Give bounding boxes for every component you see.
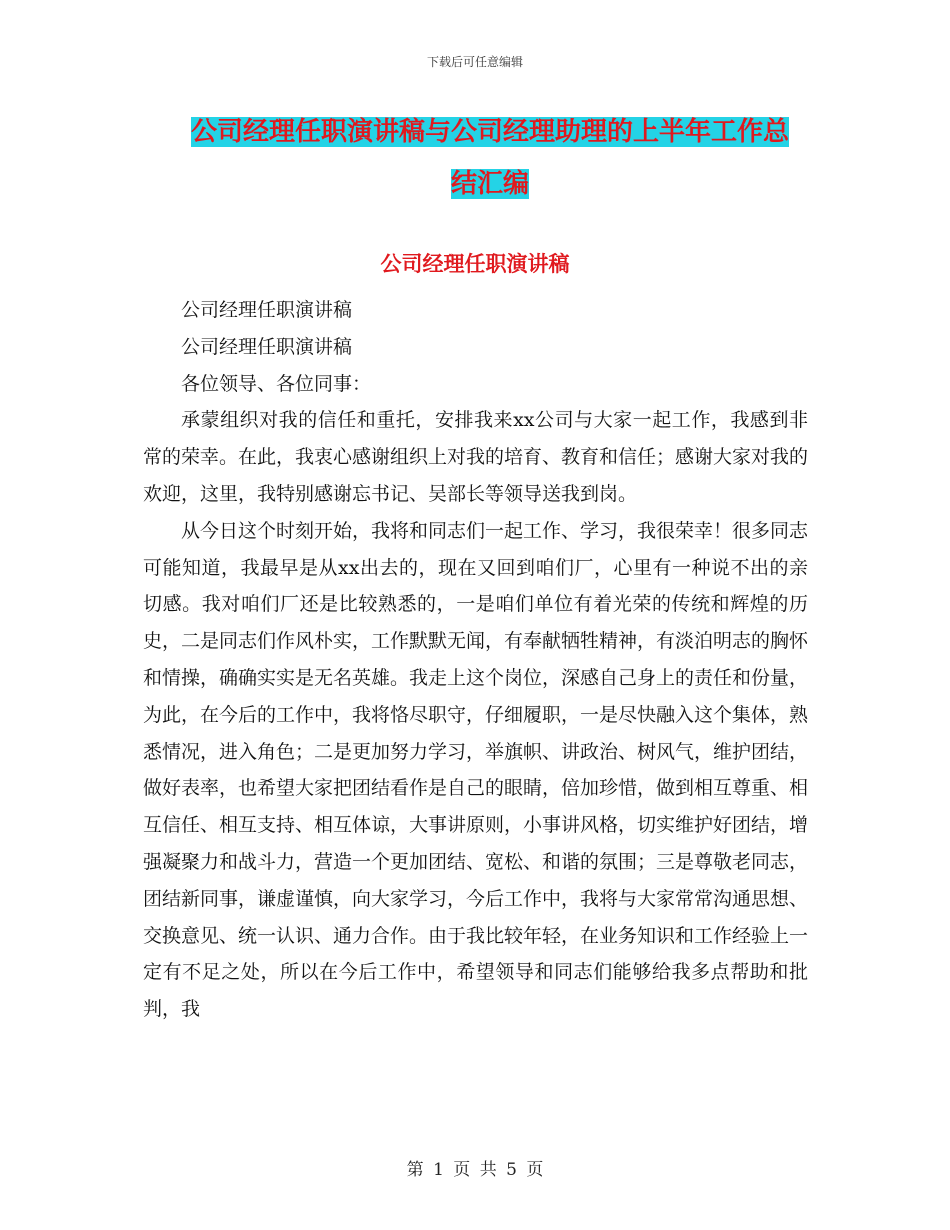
header-note: 下载后可任意编辑: [426, 55, 523, 69]
document-title: [140, 106, 840, 210]
paragraph: 公司经理任职演讲稿: [181, 335, 353, 358]
page-number-footer: 第 1 页 共 5 页: [406, 1160, 544, 1180]
paragraph: 从今日这个时刻开始，我将和同志们一起工作、学习，我很荣幸！很多同志可能知道，我最早是从xx出去的，现在又回到咱们厂，心里有一种说不出的亲切感。我对咱们厂还是比较熟悉的，一是咱们单位有着光荣的传统和辉煌的历史，二是同志们作风朴实，工作默默无闻，有奉献牺牲精神，有淡泊明志的胸怀和情操，确确实实是无名英雄。我走上这个岗位，深感自己身上的责任和份量，为此，在今后的工作中，我将恪尽职守，仔细履职，一是尽快融入这个集体，熟悉情况，进入角色；二是更加努力学习，举旗帜、讲政治、树风气，维护团结，做好表率，也希望大家把团结看作是自己的眼睛，倍加珍惜，做到相互尊重、相互信任、相互支持、相互体谅，大事讲原则，小事讲风格，切实维护好团结，增强凝聚力和战斗力，营造一个更加团结、宽松、和谐的氛围；三是尊敬老同志，团结新同事，谦虚谨慎，向大家学习，今后工作中，我将与大家常常沟通思想、交换意见、统一认识、通力合作。由于我比较年轻，在业务知识和工作经验上一定有不足之处，所以在今后工作中，希望领导和同志们能够给我多点帮助和批判，我: [143, 519, 809, 1021]
section-title: 公司经理任职演讲稿: [380, 252, 570, 276]
paragraph: 承蒙组织对我的信任和重托，安排我来xx公司与大家一起工作，我感到非常的荣幸。在此，我衷心感谢组织上对我的培育、教育和信任；感谢大家对我的欢迎，这里，我特别感谢忘书记、吴部长等领导送我到岗。: [143, 409, 809, 505]
body-text: [143, 292, 808, 1028]
document-title-line-1: 公司经理任职演讲稿与公司经理助理的上半年工作总: [190, 117, 789, 147]
paragraph: 公司经理任职演讲稿: [181, 299, 353, 321]
paragraph: 各位领导、各位同事：: [181, 372, 372, 395]
document-title-line-2: 结汇编: [450, 169, 529, 199]
